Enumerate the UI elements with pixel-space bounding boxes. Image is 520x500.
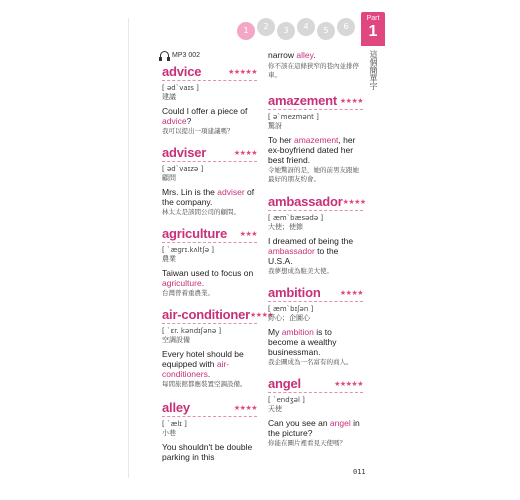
translation: 令她驚訝的是，她的前男友跟她最好的朋友約會。 [268,166,359,183]
phonetic: [ ˋendʒəl ] [268,396,305,404]
entry-angel [268,376,363,448]
unit-flower-5[interactable]: 5 [317,22,335,40]
continued-example [268,50,363,80]
example-text: Can you see an [268,418,330,428]
example-text-end: in the picture? [268,418,360,438]
frequency-stars: ★★★★ [250,311,274,319]
unit-navigation [237,16,357,42]
entry-agriculture [162,226,257,298]
translation: 林太太是該間公司的顧問。 [162,208,240,216]
meaning: 天使 [268,405,282,413]
meaning: 建議 [162,93,176,101]
phonetic: [ ˋægrɪ.kʌltʃə ] [162,246,214,254]
translation: 我可以提出一項建議嗎？ [162,127,234,135]
example-sentence [162,349,257,379]
frequency-stars: ★★★★ [339,97,363,105]
entry-word[interactable]: advice [162,64,202,79]
unit-flower-2[interactable]: 2 [257,18,275,36]
continued-end: . [313,50,316,60]
phonetic: [ æmˋbæsədə ] [268,214,324,222]
frequency-stars: ★★★★ [233,404,257,412]
unit-flower-6[interactable]: 6 [337,18,355,36]
entry-word[interactable]: angel [268,376,301,391]
example-text-end: . [201,278,205,288]
part-tab[interactable] [361,12,385,46]
frequency-stars: ★★★★★ [228,68,257,76]
example-highlight: adviser [217,187,245,197]
meaning: 農業 [162,255,176,263]
example-text: I dreamed of being the [268,236,354,246]
entry-word[interactable]: air-conditioner [162,307,251,322]
example-highlight: ambition [281,327,314,337]
continued-translation: 你不該在這條狹窄的巷內並排停車。 [268,62,359,79]
phonetic: [ ˋɛr. kəndɪʃənə ] [162,327,222,335]
meaning: 野心；企圖心 [268,314,310,322]
entry-ambassador [268,194,366,276]
meaning: 小巷 [162,429,176,437]
example-highlight: agriculture [162,278,202,288]
example-text-end: , her ex-boyfriend dated her best friend. [268,135,356,165]
example-highlight: air-conditioners [162,359,230,379]
example-text: Taiwan used to focus on [162,268,254,278]
example-highlight: amazement [294,135,339,145]
phonetic: [ ədˋvaɪzə ] [162,165,204,173]
example-text-end: of the company. [162,187,255,207]
page-divider [128,18,129,478]
entry-word[interactable]: adviser [162,145,207,160]
meaning: 驚訝 [268,122,282,130]
entry-word[interactable]: alley [162,400,190,415]
phonetic: [ ˋælɪ ] [162,420,187,428]
entry-adviser [162,145,257,217]
entry-word[interactable]: ambassador [268,194,343,209]
section-title: 這個簡單字 [369,50,378,90]
example-text: Could I offer a piece of [162,106,248,116]
example-text-end: to the U.S.A. [268,246,339,266]
unit-flower-1[interactable]: 1 [237,22,255,40]
mp3-track[interactable] [160,51,200,59]
translation: 我企圖成為一名富有的商人。 [268,358,353,366]
frequency-stars: ★★★★ [339,289,363,297]
entry-amazement [268,93,363,184]
entry-air-conditioner [162,307,274,389]
example-text-end: is to become a wealthy businessman. [268,327,337,357]
entry-alley [162,400,257,463]
continued-highlight: alley [296,50,314,60]
frequency-stars: ★★★★ [233,149,257,157]
translation: 每間旅館都應裝置空調設備。 [162,380,247,388]
example-highlight: advice [162,116,187,126]
frequency-stars: ★★★★ [342,198,366,206]
entry-word[interactable]: amazement [268,93,338,108]
entry-advice [162,64,257,136]
frequency-stars: ★★★ [239,230,257,238]
meaning: 大使；使節 [268,223,303,231]
example-sentence [268,418,363,438]
part-number: 1 [368,23,378,40]
unit-flower-3[interactable]: 3 [277,22,295,40]
example-text: To her [268,135,294,145]
example-sentence [162,187,257,207]
example-sentence [162,442,257,462]
example-sentence [268,135,363,165]
example-text: Mrs. Lin is the [162,187,218,197]
entry-ambition [268,285,363,367]
example-text: Every hotel should be equipped with [162,349,244,369]
entry-word[interactable]: agriculture [162,226,227,241]
example-sentence [162,106,257,126]
meaning: 顧問 [162,174,176,182]
example-text: My [268,327,282,337]
continued-text: narrow [268,50,297,60]
page-number: 011 [353,468,366,476]
example-sentence [268,327,363,357]
translation: 台灣曾着重農業。 [162,289,214,297]
entry-word[interactable]: ambition [268,285,321,300]
phonetic: [ æmˋbɪʃən ] [268,305,314,313]
example-highlight: angel [329,418,351,428]
meaning: 空調設備 [162,336,190,344]
translation: 你能在圖片裡看見天使嗎？ [268,439,346,447]
example-text-end: ? [186,116,192,126]
example-highlight: ambassador [268,246,315,256]
example-sentence [268,236,363,266]
phonetic: [ əˋmezmənt ] [268,113,319,121]
unit-flower-4[interactable]: 4 [297,18,315,36]
example-sentence [162,268,257,288]
example-text: You shouldn't be double parking in this [162,442,253,462]
phonetic: [ ədˋvaɪs ] [162,84,199,92]
translation: 我夢想成為駐美大使。 [268,267,333,275]
headphone-icon [160,51,169,59]
mp3-label: MP3 002 [172,51,201,59]
frequency-stars: ★★★★★ [334,380,363,388]
part-label: Part [366,15,380,22]
example-text-end: . [207,369,211,379]
